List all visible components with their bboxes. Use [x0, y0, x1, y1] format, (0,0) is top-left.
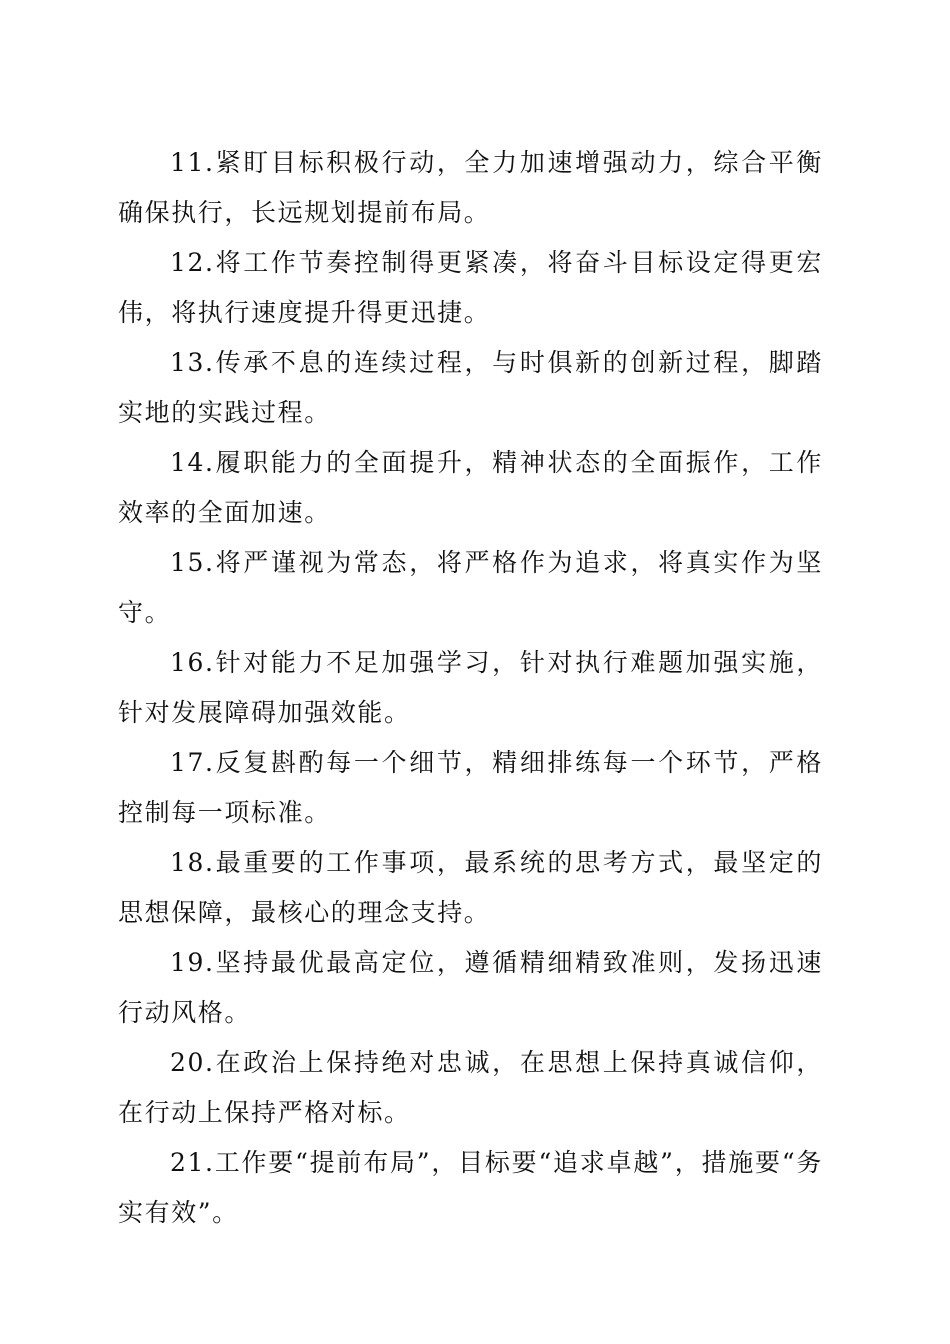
paragraph-16: 16.针对能力不足加强学习，针对执行难题加强实施，针对发展障碍加强效能。 — [118, 648, 823, 727]
paragraph-19: 19.坚持最优最高定位，遵循精细精致准则，发扬迅速行动风格。 — [118, 948, 823, 1027]
paragraph-18: 18.最重要的工作事项，最系统的思考方式，最坚定的思想保障，最核心的理念支持。 — [118, 848, 823, 927]
paragraph-21: 21.工作要“提前布局”，目标要“追求卓越”，措施要“务实有效”。 — [118, 1148, 823, 1227]
paragraph-17: 17.反复斟酌每一个细节，精细排练每一个环节，严格控制每一项标准。 — [118, 748, 823, 827]
paragraph-15: 15.将严谨视为常态，将严格作为追求，将真实作为坚守。 — [118, 548, 823, 627]
document-body — [118, 138, 823, 1238]
paragraph-14: 14.履职能力的全面提升，精神状态的全面振作，工作效率的全面加速。 — [118, 448, 823, 527]
paragraph-11: 11.紧盯目标积极行动，全力加速增强动力，综合平衡确保执行，长远规划提前布局。 — [118, 148, 823, 227]
paragraph-13: 13.传承不息的连续过程，与时俱新的创新过程，脚踏实地的实践过程。 — [118, 348, 823, 427]
paragraph-20: 20.在政治上保持绝对忠诚，在思想上保持真诚信仰，在行动上保持严格对标。 — [118, 1048, 823, 1127]
paragraph-12: 12.将工作节奏控制得更紧凑，将奋斗目标设定得更宏伟，将执行速度提升得更迅捷。 — [118, 248, 823, 327]
